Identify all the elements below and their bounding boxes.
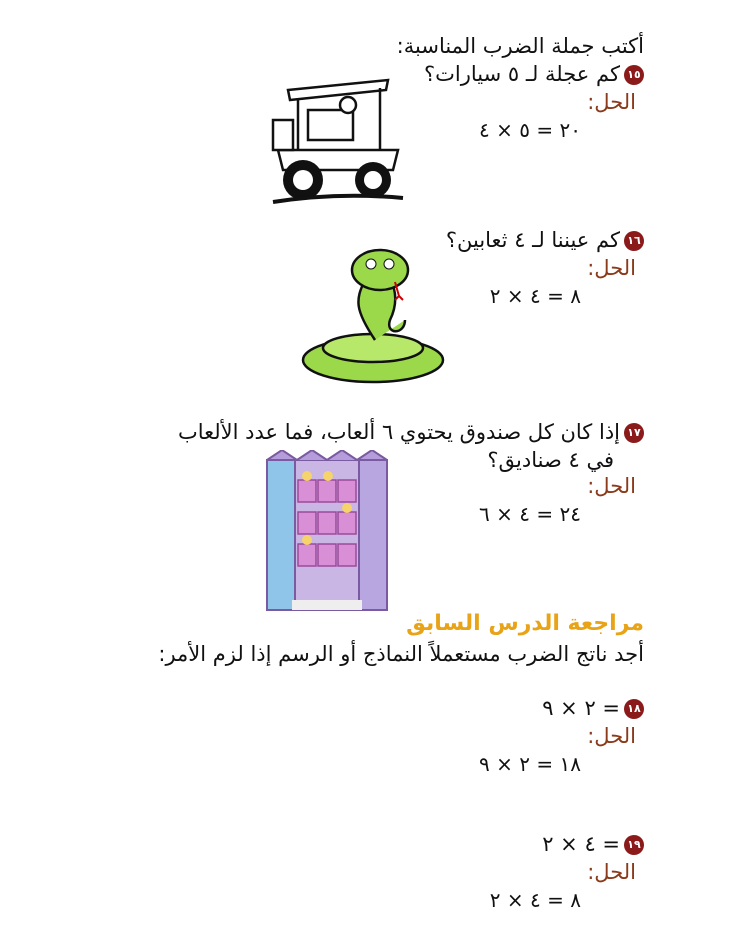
car-illustration [268, 70, 408, 210]
question-text: إذا كان كل صندوق يحتوي ٦ ألعاب، فما عدد الألعاب [177, 420, 620, 444]
question-number-badge: ١٥ [624, 65, 644, 85]
solution-equation: ٨ = ٤ × ٢ [489, 888, 581, 912]
question-number-badge: ١٨ [624, 699, 644, 719]
question-number-badge: ١٦ [624, 231, 644, 251]
solution-equation: ٢٤ = ٤ × ٦ [479, 502, 581, 526]
question-number-badge: ١٧ [624, 423, 644, 443]
solution-equation: ٢٠ = ٥ × ٤ [479, 118, 581, 142]
review-instruction: أجد ناتج الضرب مستعملاً النماذج أو الرسم إذا لزم الأمر: [158, 642, 644, 666]
question-text: = ٤ × ٢ [542, 832, 620, 856]
question-17 [178, 418, 644, 446]
question-number-badge: ١٩ [624, 835, 644, 855]
solution-label: الحل: [587, 256, 636, 280]
question-16 [446, 226, 644, 254]
question-15 [424, 60, 644, 88]
question-text: كم عيننا لـ ٤ ثعابين؟ [445, 228, 620, 252]
question-text: كم عجلة لـ ٥ سيارات؟ [423, 62, 620, 86]
snake-illustration [295, 240, 445, 385]
solution-equation: ١٨ = ٢ × ٩ [479, 752, 581, 776]
solution-equation: ٨ = ٤ × ٢ [489, 284, 581, 308]
question-text: = ٢ × ٩ [542, 696, 620, 720]
question-18 [542, 694, 644, 722]
instruction: أكتب جملة الضرب المناسبة: [396, 34, 644, 58]
solution-label: الحل: [587, 90, 636, 114]
question-17-continued: في ٤ صناديق؟ [487, 448, 614, 472]
solution-label: الحل: [587, 724, 636, 748]
solution-label: الحل: [587, 860, 636, 884]
solution-label: الحل: [587, 474, 636, 498]
toy-shelf-photo [262, 450, 392, 615]
question-19 [542, 830, 644, 858]
review-title: مراجعة الدرس السابق [406, 611, 644, 636]
